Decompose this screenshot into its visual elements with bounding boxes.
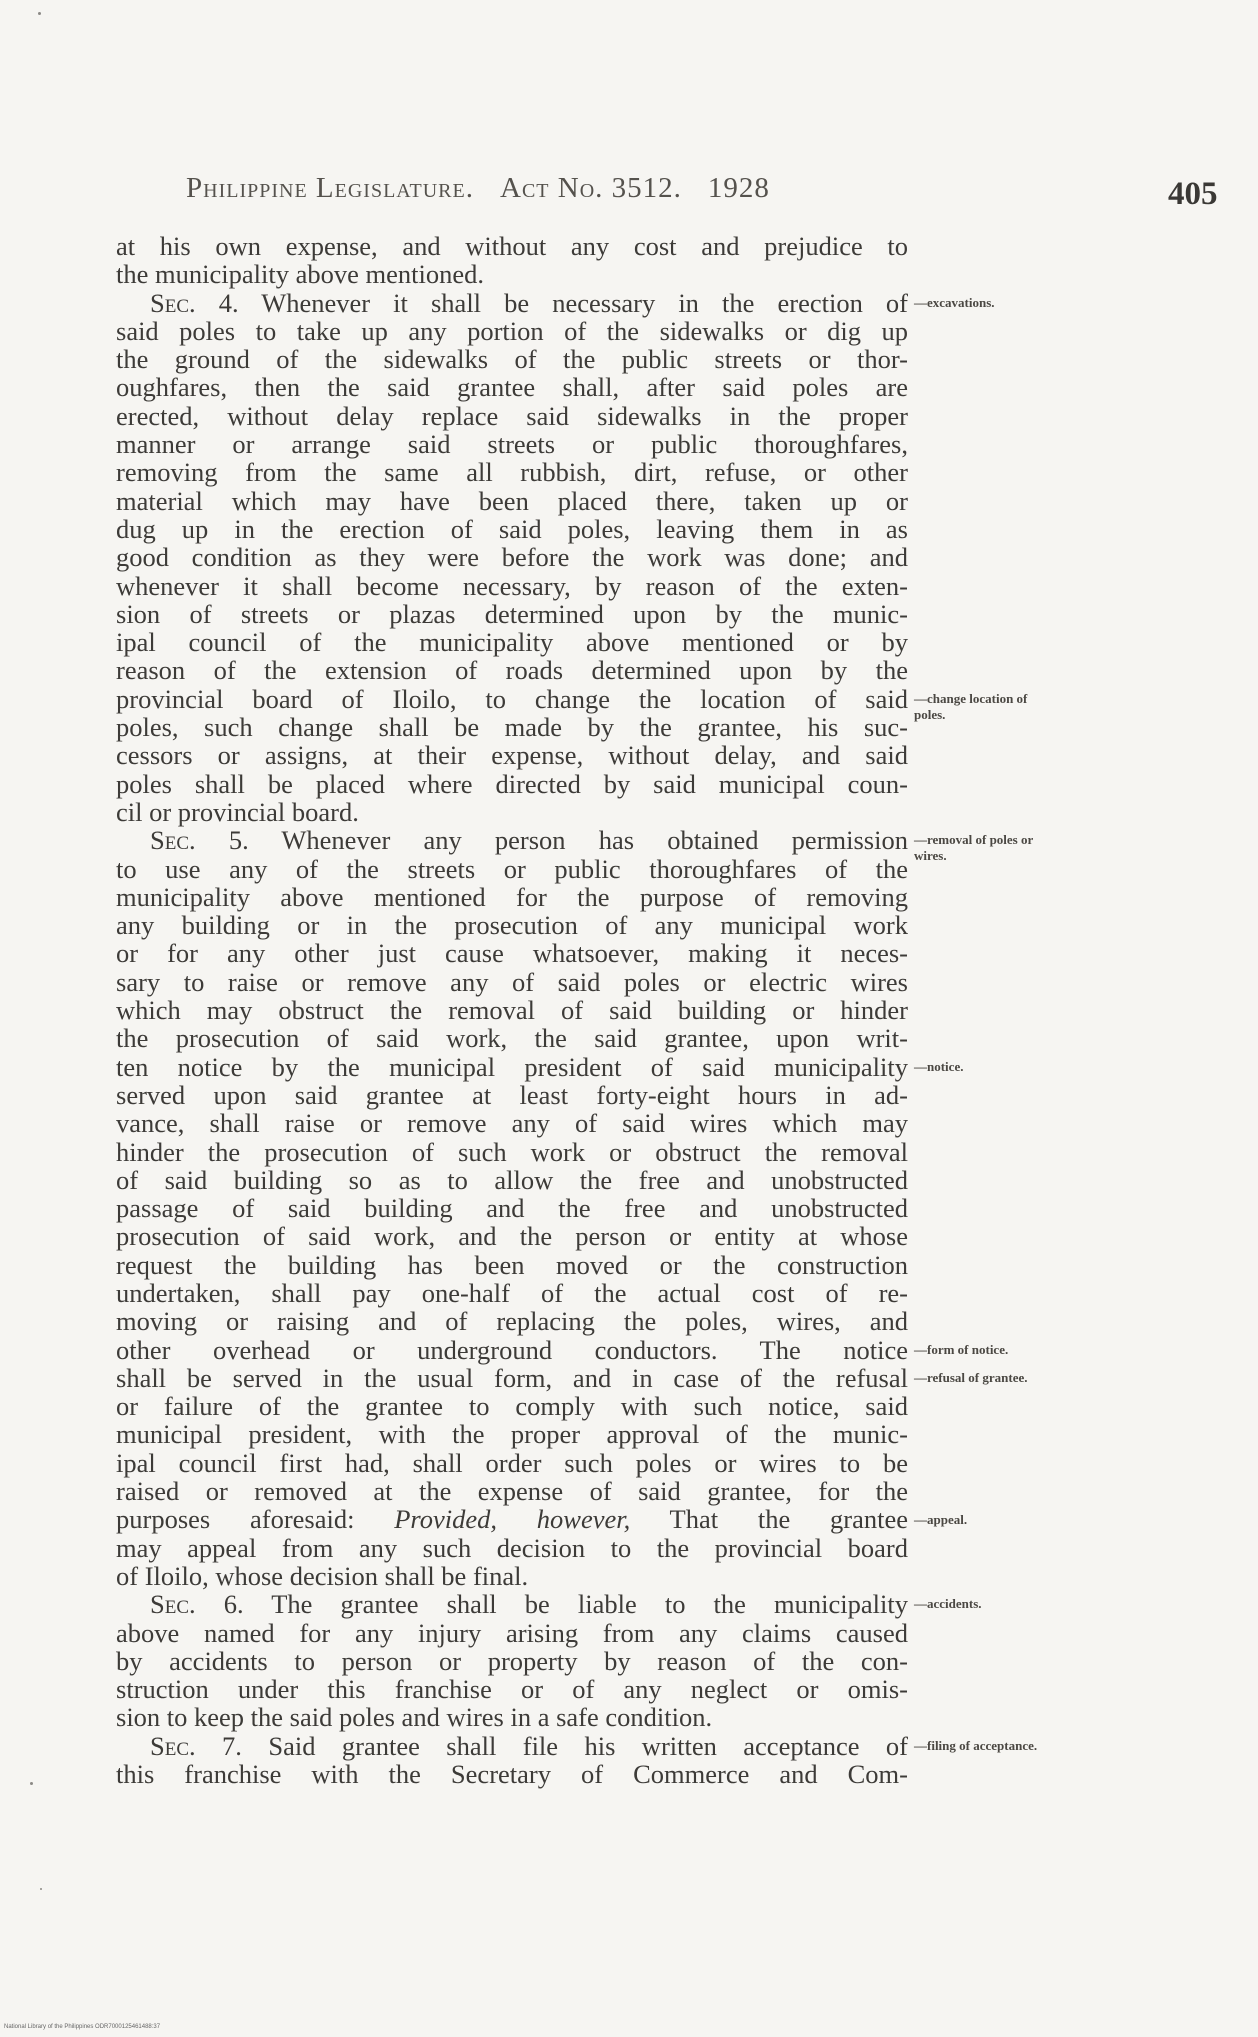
- margin-note: [914, 1342, 1008, 1358]
- line-text: ten notice by the municipal president of said municipality: [116, 1051, 908, 1082]
- text-line: [116, 741, 908, 769]
- text-line: [116, 1760, 908, 1788]
- text-line: [116, 883, 908, 911]
- text-line: [116, 1251, 908, 1279]
- footer-credit: National Library of the Philippines ODR7000125461488:37: [4, 2024, 161, 2030]
- line-text: Said grantee shall file his written acceptance of: [241, 1730, 908, 1761]
- line-text-after: That the grantee: [630, 1504, 908, 1535]
- text-line: [116, 1109, 908, 1137]
- line-text: to use any of the streets or public thoroughfares of the: [116, 853, 908, 884]
- line-text: or for any other just cause whatsoever, making it neces-: [116, 938, 908, 969]
- text-line: [116, 855, 908, 883]
- line-text: or failure of the grantee to comply with such notice, said: [116, 1391, 908, 1422]
- line-text: cil or provincial board.: [116, 796, 359, 827]
- margin-note: [914, 691, 1027, 723]
- text-line: [116, 1194, 908, 1222]
- line-text: ipal council of the municipality above mentioned or by: [116, 627, 908, 658]
- line-text: dug up in the erection of said poles, leaving them in as: [116, 513, 908, 544]
- scan-speck: [40, 1888, 42, 1890]
- line-text: passage of said building and the free and unobstructed: [116, 1193, 908, 1224]
- line-text: by accidents to person or property by reason of the con-: [116, 1645, 908, 1676]
- text-line: [116, 1138, 908, 1166]
- text-line: [116, 1647, 908, 1675]
- text-line: [116, 1392, 908, 1420]
- margin-note: [914, 1738, 1037, 1754]
- text-line: [116, 373, 908, 401]
- text-line: [116, 1619, 908, 1647]
- line-text: sion to keep the said poles and wires in a safe condition.: [116, 1702, 713, 1733]
- text-line: [116, 968, 908, 996]
- line-text: served upon said grantee at least forty-eight hours in ad-: [116, 1079, 908, 1110]
- line-text: prosecution of said work, and the person or entity at whose: [116, 1221, 908, 1252]
- text-line: [116, 1336, 908, 1364]
- text-line: [116, 996, 908, 1024]
- text-line: [116, 289, 908, 317]
- text-line: [116, 770, 908, 798]
- line-text: this franchise with the Secretary of Commerce and Com-: [116, 1759, 908, 1790]
- text-line: [116, 1590, 908, 1618]
- line-text: municipal president, with the proper approval of the munic-: [116, 1419, 908, 1450]
- line-text: undertaken, shall pay one-half of the actual cost of re-: [116, 1277, 908, 1308]
- text-line: [116, 1420, 908, 1448]
- italic-text: Provided, however,: [394, 1504, 631, 1535]
- margin-note: [914, 295, 995, 311]
- line-text: The grantee shall be liable to the municipality: [243, 1589, 908, 1620]
- text-line: [116, 1562, 908, 1590]
- margin-note-text: —filing of acceptance.: [914, 1737, 1038, 1753]
- page-number: 405: [1168, 176, 1218, 212]
- line-text: removing from the same all rubbish, dirt, refuse, or other: [116, 457, 908, 488]
- text-line: [116, 600, 908, 628]
- line-text: cessors or assigns, at their expense, without delay, and said: [116, 740, 908, 771]
- text-line: [116, 1675, 908, 1703]
- line-text: erected, without delay replace said sidewalks in the proper: [116, 400, 908, 431]
- text-line: [116, 402, 908, 430]
- running-header: [186, 172, 770, 205]
- text-line: [116, 1449, 908, 1477]
- line-text: whenever it shall become necessary, by reason of the exten-: [116, 570, 908, 601]
- margin-note: [914, 1596, 982, 1612]
- margin-note-text: —refusal of grantee.: [914, 1370, 1028, 1385]
- text-line: [116, 1024, 908, 1052]
- section-label: Sec. 5.: [150, 825, 249, 856]
- line-text: raised or removed at the expense of said grantee, for the: [116, 1476, 908, 1507]
- text-line: [116, 1166, 908, 1194]
- header-act-number: Act No. 3512.: [500, 172, 682, 204]
- text-line: [116, 656, 908, 684]
- text-line: [116, 1053, 908, 1081]
- line-text: oughfares, then the said grantee shall, after said poles are: [116, 372, 908, 403]
- line-text: poles, such change shall be made by the grantee, his suc-: [116, 712, 908, 743]
- line-text: the municipality above mentioned.: [116, 259, 484, 290]
- line-text: purposes aforesaid:: [116, 1504, 395, 1535]
- margin-note-text: —excavations.: [914, 294, 995, 310]
- margin-note: [914, 832, 1033, 864]
- text-line: [116, 345, 908, 373]
- line-text: of said building so as to allow the free and unobstructed: [116, 1164, 908, 1195]
- text-line: [116, 543, 908, 571]
- line-text: reason of the extension of roads determined upon by the: [116, 655, 908, 686]
- text-line: [116, 911, 908, 939]
- line-text: vance, shall raise or remove any of said wires which may: [116, 1108, 908, 1139]
- text-line: [116, 939, 908, 967]
- margin-note: [914, 1512, 967, 1528]
- text-line: [116, 487, 908, 515]
- line-text: provincial board of Iloilo, to change the location of said: [116, 683, 908, 714]
- body-text: [116, 232, 908, 1788]
- section-label: Sec. 6.: [150, 1589, 244, 1620]
- text-line: [116, 1222, 908, 1250]
- text-line: [116, 232, 908, 260]
- line-text: request the building has been moved or the construction: [116, 1249, 908, 1280]
- margin-note-text: —change location of: [914, 690, 1028, 706]
- line-text: municipality above mentioned for the purpose of removing: [116, 881, 908, 912]
- text-line: [116, 1703, 908, 1731]
- text-line: [116, 1732, 908, 1760]
- text-line: [116, 1534, 908, 1562]
- section-label: Sec. 7.: [150, 1730, 242, 1761]
- text-line: [116, 798, 908, 826]
- text-line: [116, 1477, 908, 1505]
- text-line: [116, 826, 908, 854]
- line-text: ipal council first had, shall order such poles or wires to be: [116, 1447, 908, 1478]
- text-line: [116, 1364, 908, 1392]
- text-line: [116, 1279, 908, 1307]
- line-text: any building or in the prosecution of any municipal work: [116, 910, 908, 941]
- text-line: [116, 628, 908, 656]
- margin-note: [914, 1370, 1027, 1386]
- line-text: Whenever it shall be necessary in the erection of: [238, 287, 908, 318]
- line-text: hinder the prosecution of such work or obstruct the removal: [116, 1136, 908, 1167]
- line-text: the prosecution of said work, the said grantee, upon writ-: [116, 1023, 908, 1054]
- line-text: Whenever any person has obtained permission: [248, 825, 908, 856]
- line-text: which may obstruct the removal of said building or hinder: [116, 995, 908, 1026]
- text-line: [116, 1081, 908, 1109]
- margin-note-text: —notice.: [914, 1058, 964, 1074]
- text-line: [116, 572, 908, 600]
- line-text: shall be served in the usual form, and in case of the refusal: [116, 1362, 908, 1393]
- text-line: [116, 685, 908, 713]
- margin-note-text-cont: wires.: [914, 848, 947, 864]
- line-text: material which may have been placed there, taken up or: [116, 485, 908, 516]
- line-text: of Iloilo, whose decision shall be final.: [116, 1560, 529, 1591]
- line-text: poles shall be placed where directed by said municipal coun-: [116, 768, 908, 799]
- text-line: [116, 713, 908, 741]
- margin-note-text: —appeal.: [914, 1511, 968, 1527]
- line-text: the ground of the sidewalks of the public streets or thor-: [116, 344, 908, 375]
- line-text: may appeal from any such decision to the provincial board: [116, 1532, 908, 1563]
- text-line: [116, 317, 908, 345]
- margin-note-text: —form of notice.: [914, 1341, 1009, 1357]
- line-text: above named for any injury arising from any claims caused: [116, 1617, 908, 1648]
- line-text: struction under this franchise or of any neglect or omis-: [116, 1674, 908, 1705]
- line-text: sary to raise or remove any of said poles or electric wires: [116, 966, 908, 997]
- scan-speck: [30, 1782, 33, 1785]
- line-text: good condition as they were before the work was done; and: [116, 542, 908, 573]
- margin-note-text: —removal of poles or: [914, 832, 1034, 848]
- header-year: 1928: [707, 172, 770, 204]
- text-line: [116, 515, 908, 543]
- line-text: sion of streets or plazas determined upon by the munic-: [116, 598, 908, 629]
- margin-note: [914, 1059, 963, 1075]
- margin-note-text: —accidents.: [914, 1596, 982, 1612]
- text-line: [116, 260, 908, 288]
- line-text: said poles to take up any portion of the sidewalks or dig up: [116, 315, 908, 346]
- section-label: Sec. 4.: [150, 287, 239, 318]
- line-text: moving or raising and of replacing the poles, wires, and: [116, 1306, 908, 1337]
- line-text: manner or arrange said streets or public thoroughfares,: [116, 429, 908, 460]
- header-title: Philippine Legislature.: [186, 172, 474, 204]
- text-line: [116, 1505, 908, 1533]
- line-text: other overhead or underground conductors. The notice: [116, 1334, 908, 1365]
- line-text: at his own expense, and without any cost and prejudice to: [116, 231, 908, 261]
- text-line: [116, 1307, 908, 1335]
- scan-speck: [38, 12, 41, 15]
- text-line: [116, 430, 908, 458]
- text-line: [116, 458, 908, 486]
- margin-note-text-cont: poles.: [914, 706, 946, 722]
